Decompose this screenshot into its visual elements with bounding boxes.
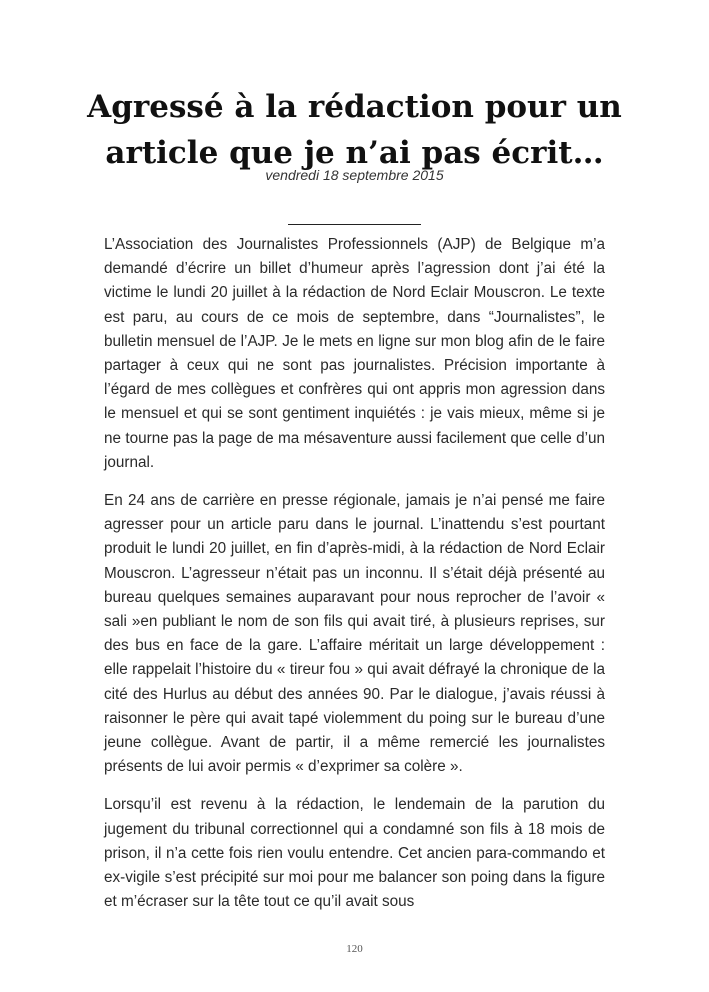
paragraph: En 24 ans de carrière en presse régionale, jamais je n’ai pensé me faire agresser pour un article paru dans le journal. L’inattendu s’est pourtant produit le lundi 20 juillet, en fin d’après-midi, à la rédaction de Nord Eclair Mouscron. L’agresseur n’était pas un inconnu. Il s’était déjà présenté au bureau quelques semaines auparavant pour nous reprocher de l’avoir « sali »en publiant le nom de son fils qui avait tiré, à plusieurs reprises, sur des bus en face de la gare. L’affaire méritait un large développement : elle rappelait l’histoire du « tireur fou » qui avait défrayé la chronique de la cité des Hurlus au début des années 90. Par le dialogue, j’avais réussi à raisonner le père qui avait tapé violemment du poing sur le bureau d’une jeune collègue. Avant de partir, il a même remercié les journalistes présents de lui avoir permis « d’exprimer sa colère ». [104,492,605,776]
article-title: Agressé à la rédaction pour un article que je n’ai pas écrit… [87,89,622,171]
paragraph: L’Association des Journalistes Professionnels (AJP) de Belgique m’a demandé d’écrire un billet d’humeur après l’agression dont j’ai été la victime le lundi 20 juillet à la rédaction de Nord Eclair Mouscron. Le texte est paru, au cours de ce mois de septembre, dans “Journalistes”, le bulletin mensuel de l’AJP. Je le mets en ligne sur mon blog afin de le faire partager à ceux qui ne sont pas journalistes. Précision importante à l’égard de mes collègues et confrères qui ont appris mon agression dans le mensuel et qui se sont gentiment inquiétés : je vais mieux, même si je ne tourne pas la page de ma mésaventure aussi facilement que celle d’un journal. [104,236,605,471]
paragraph: Lorsqu’il est revenu à la rédaction, le lendemain de la parution du jugement du tribunal correctionnel qui a condamné son fils à 18 mois de prison, il n’a cette fois rien voulu entendre. Cet ancien para-commando et ex-vigile s’est précipité sur moi pour me balancer son poing dans la figure et m’écraser sur la tête tout ce qu’il avait sous [104,796,605,911]
article-body [104,233,605,928]
title-divider [288,224,421,225]
article-date: vendredi 18 septembre 2015 [265,167,444,183]
page-number: 120 [346,943,363,955]
